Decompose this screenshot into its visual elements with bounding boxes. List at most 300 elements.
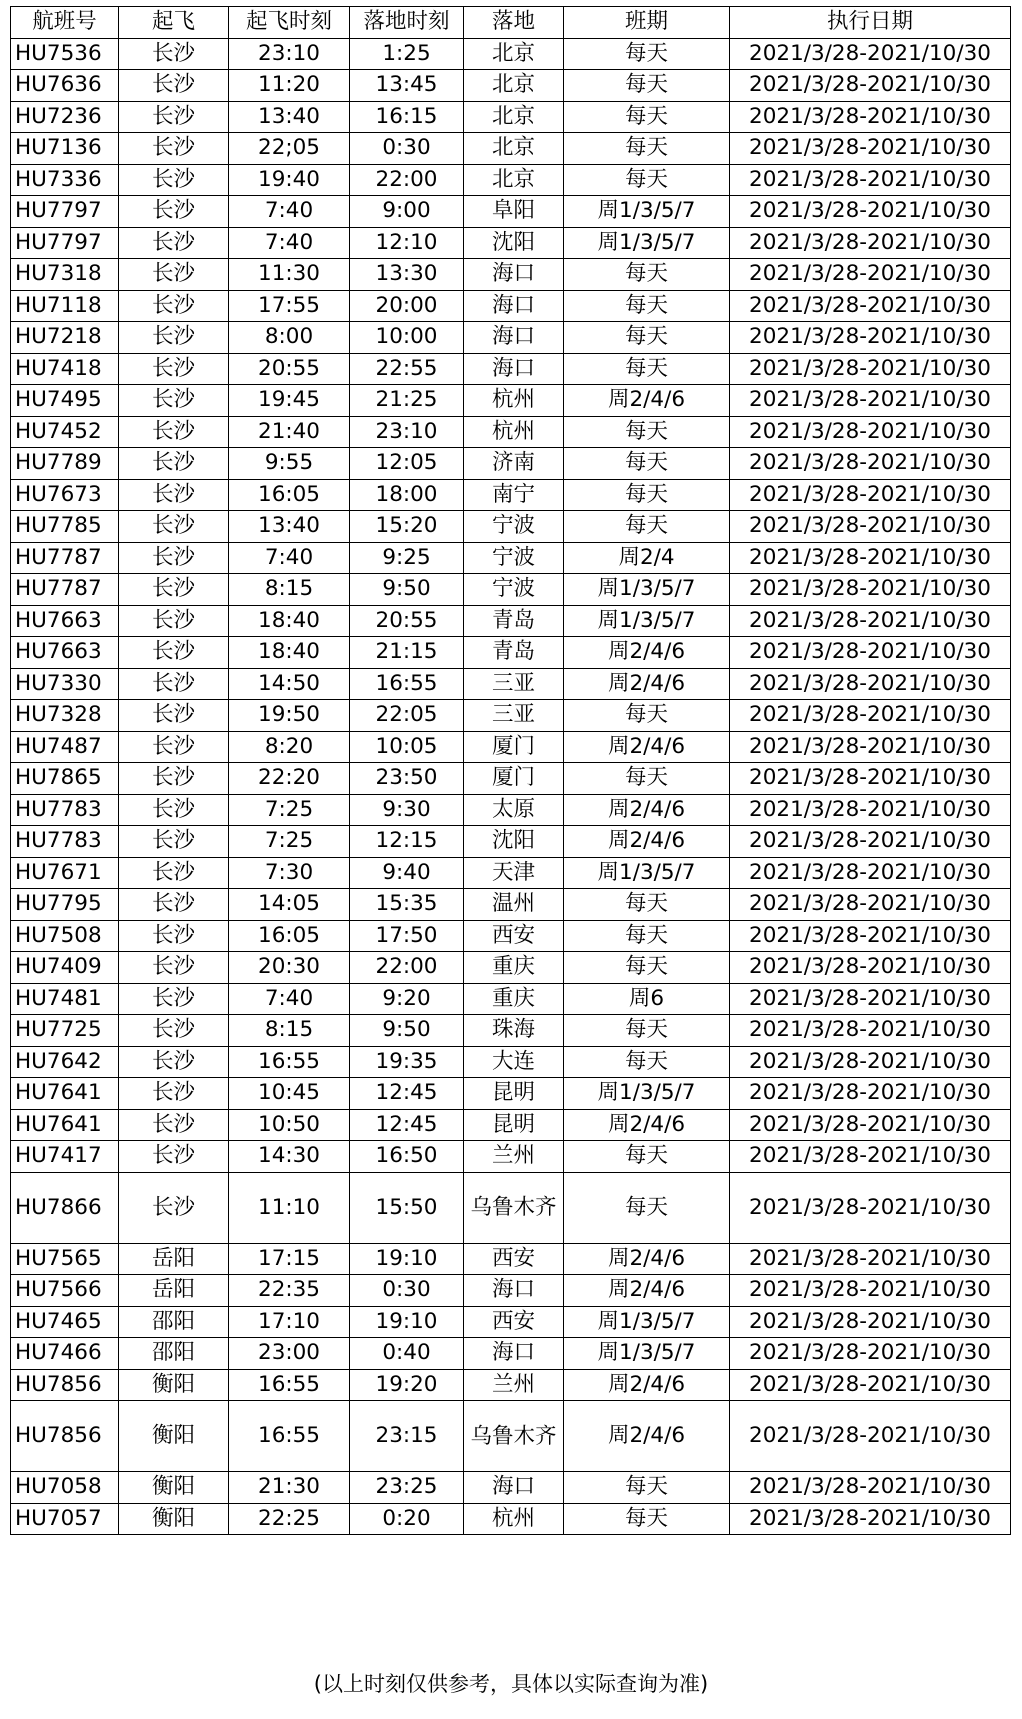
cell-arrival-city: 阜阳: [464, 196, 564, 228]
cell-arrival-city: 海口: [464, 322, 564, 354]
table-row: [11, 1015, 1011, 1047]
cell-arrival-city: 乌鲁木齐: [464, 1172, 564, 1243]
cell-departure-time: 23:00: [229, 1338, 350, 1370]
cell-departure-city: 长沙: [119, 1109, 229, 1141]
table-row: [11, 920, 1011, 952]
cell-schedule-days: 周2/4: [564, 542, 730, 574]
cell-flight-number: HU7641: [11, 1109, 119, 1141]
cell-schedule-days: 周1/3/5/7: [564, 196, 730, 228]
cell-arrival-city: 温州: [464, 889, 564, 921]
cell-arrival-city: 天津: [464, 857, 564, 889]
cell-arrival-time: 19:35: [350, 1046, 464, 1078]
cell-arrival-city: 三亚: [464, 700, 564, 732]
cell-departure-time: 16:55: [229, 1401, 350, 1472]
cell-effective-dates: 2021/3/28-2021/10/30: [730, 889, 1011, 921]
cell-flight-number: HU7566: [11, 1275, 119, 1307]
cell-arrival-city: 南宁: [464, 479, 564, 511]
cell-schedule-days: 每天: [564, 1472, 730, 1504]
cell-departure-time: 16:05: [229, 920, 350, 952]
cell-schedule-days: 每天: [564, 416, 730, 448]
table-row: [11, 1141, 1011, 1173]
cell-arrival-time: 12:05: [350, 448, 464, 480]
cell-flight-number: HU7795: [11, 889, 119, 921]
cell-schedule-days: 周2/4/6: [564, 1275, 730, 1307]
cell-arrival-time: 9:30: [350, 794, 464, 826]
cell-schedule-days: 每天: [564, 259, 730, 291]
cell-flight-number: HU7318: [11, 259, 119, 291]
cell-flight-number: HU7330: [11, 668, 119, 700]
cell-flight-number: HU7336: [11, 164, 119, 196]
cell-flight-number: HU7409: [11, 952, 119, 984]
cell-departure-time: 22:20: [229, 763, 350, 795]
cell-effective-dates: 2021/3/28-2021/10/30: [730, 164, 1011, 196]
cell-departure-time: 7:40: [229, 983, 350, 1015]
cell-schedule-days: 每天: [564, 763, 730, 795]
cell-arrival-city: 西安: [464, 1306, 564, 1338]
table-row: [11, 196, 1011, 228]
cell-flight-number: HU7418: [11, 353, 119, 385]
cell-departure-time: 10:45: [229, 1078, 350, 1110]
header-departure-time: 起飞时刻: [229, 7, 350, 39]
cell-departure-time: 8:15: [229, 574, 350, 606]
cell-schedule-days: 每天: [564, 1503, 730, 1535]
cell-departure-city: 长沙: [119, 826, 229, 858]
table-row: [11, 259, 1011, 291]
cell-arrival-city: 北京: [464, 101, 564, 133]
cell-schedule-days: 每天: [564, 133, 730, 165]
cell-arrival-time: 0:20: [350, 1503, 464, 1535]
cell-departure-city: 长沙: [119, 542, 229, 574]
cell-flight-number: HU7417: [11, 1141, 119, 1173]
cell-schedule-days: 周1/3/5/7: [564, 857, 730, 889]
cell-departure-time: 14:30: [229, 1141, 350, 1173]
cell-effective-dates: 2021/3/28-2021/10/30: [730, 511, 1011, 543]
cell-arrival-city: 厦门: [464, 731, 564, 763]
table-row: [11, 416, 1011, 448]
cell-departure-city: 长沙: [119, 416, 229, 448]
cell-effective-dates: 2021/3/28-2021/10/30: [730, 227, 1011, 259]
cell-arrival-city: 北京: [464, 164, 564, 196]
cell-departure-city: 长沙: [119, 668, 229, 700]
cell-arrival-time: 12:10: [350, 227, 464, 259]
cell-departure-city: 长沙: [119, 920, 229, 952]
cell-arrival-time: 17:50: [350, 920, 464, 952]
cell-arrival-time: 21:15: [350, 637, 464, 669]
cell-schedule-days: 周6: [564, 983, 730, 1015]
table-row: [11, 101, 1011, 133]
cell-arrival-city: 重庆: [464, 983, 564, 1015]
cell-departure-time: 21:40: [229, 416, 350, 448]
cell-arrival-time: 19:10: [350, 1306, 464, 1338]
cell-arrival-time: 9:00: [350, 196, 464, 228]
cell-departure-city: 长沙: [119, 637, 229, 669]
cell-effective-dates: 2021/3/28-2021/10/30: [730, 385, 1011, 417]
cell-arrival-time: 20:55: [350, 605, 464, 637]
cell-departure-time: 7:40: [229, 196, 350, 228]
cell-effective-dates: 2021/3/28-2021/10/30: [730, 1401, 1011, 1472]
table-row: [11, 38, 1011, 70]
cell-departure-city: 长沙: [119, 983, 229, 1015]
cell-departure-time: 8:00: [229, 322, 350, 354]
cell-departure-time: 16:55: [229, 1046, 350, 1078]
cell-effective-dates: 2021/3/28-2021/10/30: [730, 1472, 1011, 1504]
cell-arrival-city: 宁波: [464, 511, 564, 543]
table-row: [11, 700, 1011, 732]
cell-arrival-city: 大连: [464, 1046, 564, 1078]
cell-schedule-days: 每天: [564, 1046, 730, 1078]
cell-departure-city: 长沙: [119, 259, 229, 291]
table-row: [11, 1338, 1011, 1370]
cell-departure-city: 长沙: [119, 227, 229, 259]
cell-arrival-city: 珠海: [464, 1015, 564, 1047]
table-row: [11, 1109, 1011, 1141]
cell-departure-time: 20:55: [229, 353, 350, 385]
footer-note: (以上时刻仅供参考，具体以实际查询为准): [313, 1672, 709, 1696]
cell-arrival-city: 宁波: [464, 542, 564, 574]
cell-flight-number: HU7641: [11, 1078, 119, 1110]
cell-departure-time: 19:45: [229, 385, 350, 417]
table-row: [11, 731, 1011, 763]
cell-departure-city: 长沙: [119, 794, 229, 826]
cell-flight-number: HU7565: [11, 1243, 119, 1275]
cell-arrival-time: 12:15: [350, 826, 464, 858]
cell-departure-city: 长沙: [119, 511, 229, 543]
cell-flight-number: HU7673: [11, 479, 119, 511]
cell-flight-number: HU7785: [11, 511, 119, 543]
cell-schedule-days: 每天: [564, 290, 730, 322]
cell-flight-number: HU7508: [11, 920, 119, 952]
cell-effective-dates: 2021/3/28-2021/10/30: [730, 416, 1011, 448]
cell-arrival-city: 宁波: [464, 574, 564, 606]
cell-departure-city: 长沙: [119, 196, 229, 228]
cell-departure-time: 22:25: [229, 1503, 350, 1535]
cell-arrival-time: 19:10: [350, 1243, 464, 1275]
cell-departure-time: 17:55: [229, 290, 350, 322]
cell-departure-time: 17:10: [229, 1306, 350, 1338]
cell-departure-time: 18:40: [229, 605, 350, 637]
cell-arrival-city: 海口: [464, 1275, 564, 1307]
cell-departure-time: 7:25: [229, 826, 350, 858]
header-schedule-days: 班期: [564, 7, 730, 39]
cell-flight-number: HU7452: [11, 416, 119, 448]
table-row: [11, 227, 1011, 259]
cell-schedule-days: 每天: [564, 322, 730, 354]
cell-departure-city: 长沙: [119, 574, 229, 606]
cell-arrival-city: 沈阳: [464, 227, 564, 259]
cell-schedule-days: 每天: [564, 1141, 730, 1173]
cell-effective-dates: 2021/3/28-2021/10/30: [730, 1046, 1011, 1078]
cell-arrival-city: 海口: [464, 290, 564, 322]
cell-effective-dates: 2021/3/28-2021/10/30: [730, 1306, 1011, 1338]
cell-schedule-days: 周2/4/6: [564, 731, 730, 763]
cell-arrival-city: 杭州: [464, 1503, 564, 1535]
cell-departure-time: 22:35: [229, 1275, 350, 1307]
cell-arrival-time: 13:45: [350, 70, 464, 102]
cell-arrival-city: 海口: [464, 353, 564, 385]
table-row: [11, 1172, 1011, 1243]
cell-arrival-city: 海口: [464, 259, 564, 291]
cell-departure-time: 19:50: [229, 700, 350, 732]
cell-departure-time: 16:55: [229, 1369, 350, 1401]
cell-departure-city: 衡阳: [119, 1369, 229, 1401]
cell-arrival-city: 兰州: [464, 1141, 564, 1173]
cell-schedule-days: 每天: [564, 511, 730, 543]
cell-departure-city: 长沙: [119, 385, 229, 417]
cell-schedule-days: 每天: [564, 38, 730, 70]
cell-arrival-city: 海口: [464, 1472, 564, 1504]
cell-departure-city: 长沙: [119, 1015, 229, 1047]
cell-flight-number: HU7118: [11, 290, 119, 322]
table-row: [11, 353, 1011, 385]
cell-arrival-city: 杭州: [464, 385, 564, 417]
cell-departure-time: 7:30: [229, 857, 350, 889]
cell-departure-city: 长沙: [119, 763, 229, 795]
cell-schedule-days: 每天: [564, 1015, 730, 1047]
cell-arrival-time: 13:30: [350, 259, 464, 291]
cell-effective-dates: 2021/3/28-2021/10/30: [730, 101, 1011, 133]
cell-departure-time: 14:50: [229, 668, 350, 700]
cell-arrival-time: 10:00: [350, 322, 464, 354]
cell-schedule-days: 周1/3/5/7: [564, 605, 730, 637]
cell-departure-time: 16:05: [229, 479, 350, 511]
table-row: [11, 164, 1011, 196]
cell-departure-city: 衡阳: [119, 1401, 229, 1472]
cell-arrival-time: 16:55: [350, 668, 464, 700]
cell-arrival-city: 昆明: [464, 1078, 564, 1110]
cell-departure-city: 长沙: [119, 70, 229, 102]
table-row: [11, 1275, 1011, 1307]
cell-departure-time: 7:25: [229, 794, 350, 826]
cell-schedule-days: 每天: [564, 700, 730, 732]
cell-effective-dates: 2021/3/28-2021/10/30: [730, 1243, 1011, 1275]
cell-schedule-days: 每天: [564, 101, 730, 133]
table-row: [11, 479, 1011, 511]
cell-departure-city: 邵阳: [119, 1306, 229, 1338]
cell-arrival-time: 15:20: [350, 511, 464, 543]
cell-arrival-time: 19:20: [350, 1369, 464, 1401]
cell-effective-dates: 2021/3/28-2021/10/30: [730, 38, 1011, 70]
cell-effective-dates: 2021/3/28-2021/10/30: [730, 1369, 1011, 1401]
cell-flight-number: HU7481: [11, 983, 119, 1015]
cell-flight-number: HU7487: [11, 731, 119, 763]
cell-departure-time: 18:40: [229, 637, 350, 669]
cell-schedule-days: 周2/4/6: [564, 794, 730, 826]
cell-departure-city: 长沙: [119, 731, 229, 763]
cell-flight-number: HU7797: [11, 196, 119, 228]
cell-departure-time: 9:55: [229, 448, 350, 480]
cell-effective-dates: 2021/3/28-2021/10/30: [730, 1109, 1011, 1141]
cell-schedule-days: 每天: [564, 70, 730, 102]
cell-arrival-time: 16:50: [350, 1141, 464, 1173]
cell-effective-dates: 2021/3/28-2021/10/30: [730, 731, 1011, 763]
table-row: [11, 1243, 1011, 1275]
cell-flight-number: HU7866: [11, 1172, 119, 1243]
cell-flight-number: HU7856: [11, 1401, 119, 1472]
cell-arrival-city: 海口: [464, 1338, 564, 1370]
cell-effective-dates: 2021/3/28-2021/10/30: [730, 322, 1011, 354]
table-row: [11, 794, 1011, 826]
cell-effective-dates: 2021/3/28-2021/10/30: [730, 920, 1011, 952]
cell-departure-time: 13:40: [229, 101, 350, 133]
cell-flight-number: HU7865: [11, 763, 119, 795]
cell-effective-dates: 2021/3/28-2021/10/30: [730, 952, 1011, 984]
cell-departure-city: 长沙: [119, 322, 229, 354]
cell-schedule-days: 每天: [564, 479, 730, 511]
cell-arrival-city: 太原: [464, 794, 564, 826]
cell-effective-dates: 2021/3/28-2021/10/30: [730, 763, 1011, 795]
cell-flight-number: HU7787: [11, 542, 119, 574]
cell-departure-time: 20:30: [229, 952, 350, 984]
table-row: [11, 983, 1011, 1015]
cell-effective-dates: 2021/3/28-2021/10/30: [730, 1172, 1011, 1243]
table-row: [11, 542, 1011, 574]
cell-flight-number: HU7783: [11, 794, 119, 826]
header-arrival-time: 落地时刻: [350, 7, 464, 39]
table-row: [11, 1369, 1011, 1401]
cell-schedule-days: 周2/4/6: [564, 826, 730, 858]
cell-flight-number: HU7663: [11, 637, 119, 669]
cell-flight-number: HU7787: [11, 574, 119, 606]
cell-arrival-city: 乌鲁木齐: [464, 1401, 564, 1472]
cell-effective-dates: 2021/3/28-2021/10/30: [730, 542, 1011, 574]
cell-schedule-days: 每天: [564, 1172, 730, 1243]
cell-arrival-time: 21:25: [350, 385, 464, 417]
cell-effective-dates: 2021/3/28-2021/10/30: [730, 826, 1011, 858]
cell-effective-dates: 2021/3/28-2021/10/30: [730, 1015, 1011, 1047]
cell-departure-city: 长沙: [119, 353, 229, 385]
cell-departure-city: 邵阳: [119, 1338, 229, 1370]
header-flight-number: 航班号: [11, 7, 119, 39]
cell-departure-city: 长沙: [119, 1172, 229, 1243]
cell-arrival-city: 昆明: [464, 1109, 564, 1141]
cell-flight-number: HU7057: [11, 1503, 119, 1535]
cell-schedule-days: 周1/3/5/7: [564, 227, 730, 259]
cell-effective-dates: 2021/3/28-2021/10/30: [730, 794, 1011, 826]
cell-arrival-city: 三亚: [464, 668, 564, 700]
cell-departure-city: 长沙: [119, 1078, 229, 1110]
cell-effective-dates: 2021/3/28-2021/10/30: [730, 983, 1011, 1015]
cell-departure-city: 长沙: [119, 133, 229, 165]
cell-schedule-days: 周2/4/6: [564, 1369, 730, 1401]
cell-arrival-city: 兰州: [464, 1369, 564, 1401]
cell-schedule-days: 周1/3/5/7: [564, 1078, 730, 1110]
cell-flight-number: HU7218: [11, 322, 119, 354]
cell-flight-number: HU7663: [11, 605, 119, 637]
cell-departure-city: 长沙: [119, 1046, 229, 1078]
cell-schedule-days: 周2/4/6: [564, 637, 730, 669]
cell-effective-dates: 2021/3/28-2021/10/30: [730, 70, 1011, 102]
cell-arrival-time: 0:30: [350, 133, 464, 165]
cell-schedule-days: 每天: [564, 353, 730, 385]
table-row: [11, 889, 1011, 921]
cell-flight-number: HU7058: [11, 1472, 119, 1504]
cell-arrival-time: 15:35: [350, 889, 464, 921]
cell-arrival-time: 12:45: [350, 1078, 464, 1110]
table-header-row: [11, 7, 1011, 39]
cell-arrival-time: 23:10: [350, 416, 464, 448]
cell-flight-number: HU7495: [11, 385, 119, 417]
cell-schedule-days: 周1/3/5/7: [564, 1306, 730, 1338]
cell-departure-time: 23:10: [229, 38, 350, 70]
cell-flight-number: HU7465: [11, 1306, 119, 1338]
cell-departure-time: 13:40: [229, 511, 350, 543]
cell-departure-time: 7:40: [229, 227, 350, 259]
cell-arrival-time: 22:05: [350, 700, 464, 732]
cell-effective-dates: 2021/3/28-2021/10/30: [730, 1078, 1011, 1110]
cell-schedule-days: 每天: [564, 952, 730, 984]
cell-departure-time: 11:20: [229, 70, 350, 102]
cell-flight-number: HU7856: [11, 1369, 119, 1401]
cell-effective-dates: 2021/3/28-2021/10/30: [730, 1503, 1011, 1535]
cell-flight-number: HU7797: [11, 227, 119, 259]
cell-arrival-time: 23:25: [350, 1472, 464, 1504]
cell-schedule-days: 每天: [564, 889, 730, 921]
cell-arrival-time: 12:45: [350, 1109, 464, 1141]
cell-departure-time: 22;05: [229, 133, 350, 165]
cell-schedule-days: 每天: [564, 920, 730, 952]
cell-arrival-city: 青岛: [464, 637, 564, 669]
cell-arrival-time: 16:15: [350, 101, 464, 133]
cell-arrival-city: 西安: [464, 1243, 564, 1275]
cell-flight-number: HU7783: [11, 826, 119, 858]
table-row: [11, 826, 1011, 858]
table-row: [11, 1078, 1011, 1110]
cell-effective-dates: 2021/3/28-2021/10/30: [730, 1275, 1011, 1307]
cell-departure-city: 衡阳: [119, 1472, 229, 1504]
table-row: [11, 1306, 1011, 1338]
header-effective-dates: 执行日期: [730, 7, 1011, 39]
cell-arrival-time: 10:05: [350, 731, 464, 763]
cell-effective-dates: 2021/3/28-2021/10/30: [730, 857, 1011, 889]
cell-departure-city: 长沙: [119, 1141, 229, 1173]
table-row: [11, 637, 1011, 669]
cell-schedule-days: 周2/4/6: [564, 1401, 730, 1472]
cell-schedule-days: 周2/4/6: [564, 1243, 730, 1275]
cell-departure-time: 11:30: [229, 259, 350, 291]
cell-departure-time: 8:20: [229, 731, 350, 763]
cell-effective-dates: 2021/3/28-2021/10/30: [730, 637, 1011, 669]
cell-arrival-time: 1:25: [350, 38, 464, 70]
table-row: [11, 763, 1011, 795]
cell-effective-dates: 2021/3/28-2021/10/30: [730, 574, 1011, 606]
table-row: [11, 385, 1011, 417]
cell-arrival-time: 15:50: [350, 1172, 464, 1243]
cell-effective-dates: 2021/3/28-2021/10/30: [730, 700, 1011, 732]
cell-arrival-city: 杭州: [464, 416, 564, 448]
cell-arrival-time: 20:00: [350, 290, 464, 322]
cell-departure-city: 长沙: [119, 290, 229, 322]
cell-flight-number: HU7136: [11, 133, 119, 165]
cell-schedule-days: 周2/4/6: [564, 385, 730, 417]
cell-flight-number: HU7642: [11, 1046, 119, 1078]
cell-effective-dates: 2021/3/28-2021/10/30: [730, 605, 1011, 637]
cell-schedule-days: 每天: [564, 448, 730, 480]
cell-arrival-time: 9:50: [350, 574, 464, 606]
cell-arrival-city: 沈阳: [464, 826, 564, 858]
cell-arrival-time: 0:30: [350, 1275, 464, 1307]
cell-flight-number: HU7328: [11, 700, 119, 732]
cell-departure-city: 长沙: [119, 164, 229, 196]
cell-departure-time: 11:10: [229, 1172, 350, 1243]
cell-arrival-city: 北京: [464, 38, 564, 70]
cell-arrival-time: 22:00: [350, 164, 464, 196]
cell-departure-city: 长沙: [119, 889, 229, 921]
cell-effective-dates: 2021/3/28-2021/10/30: [730, 259, 1011, 291]
cell-arrival-city: 北京: [464, 133, 564, 165]
cell-arrival-city: 厦门: [464, 763, 564, 795]
cell-effective-dates: 2021/3/28-2021/10/30: [730, 196, 1011, 228]
cell-departure-city: 长沙: [119, 700, 229, 732]
